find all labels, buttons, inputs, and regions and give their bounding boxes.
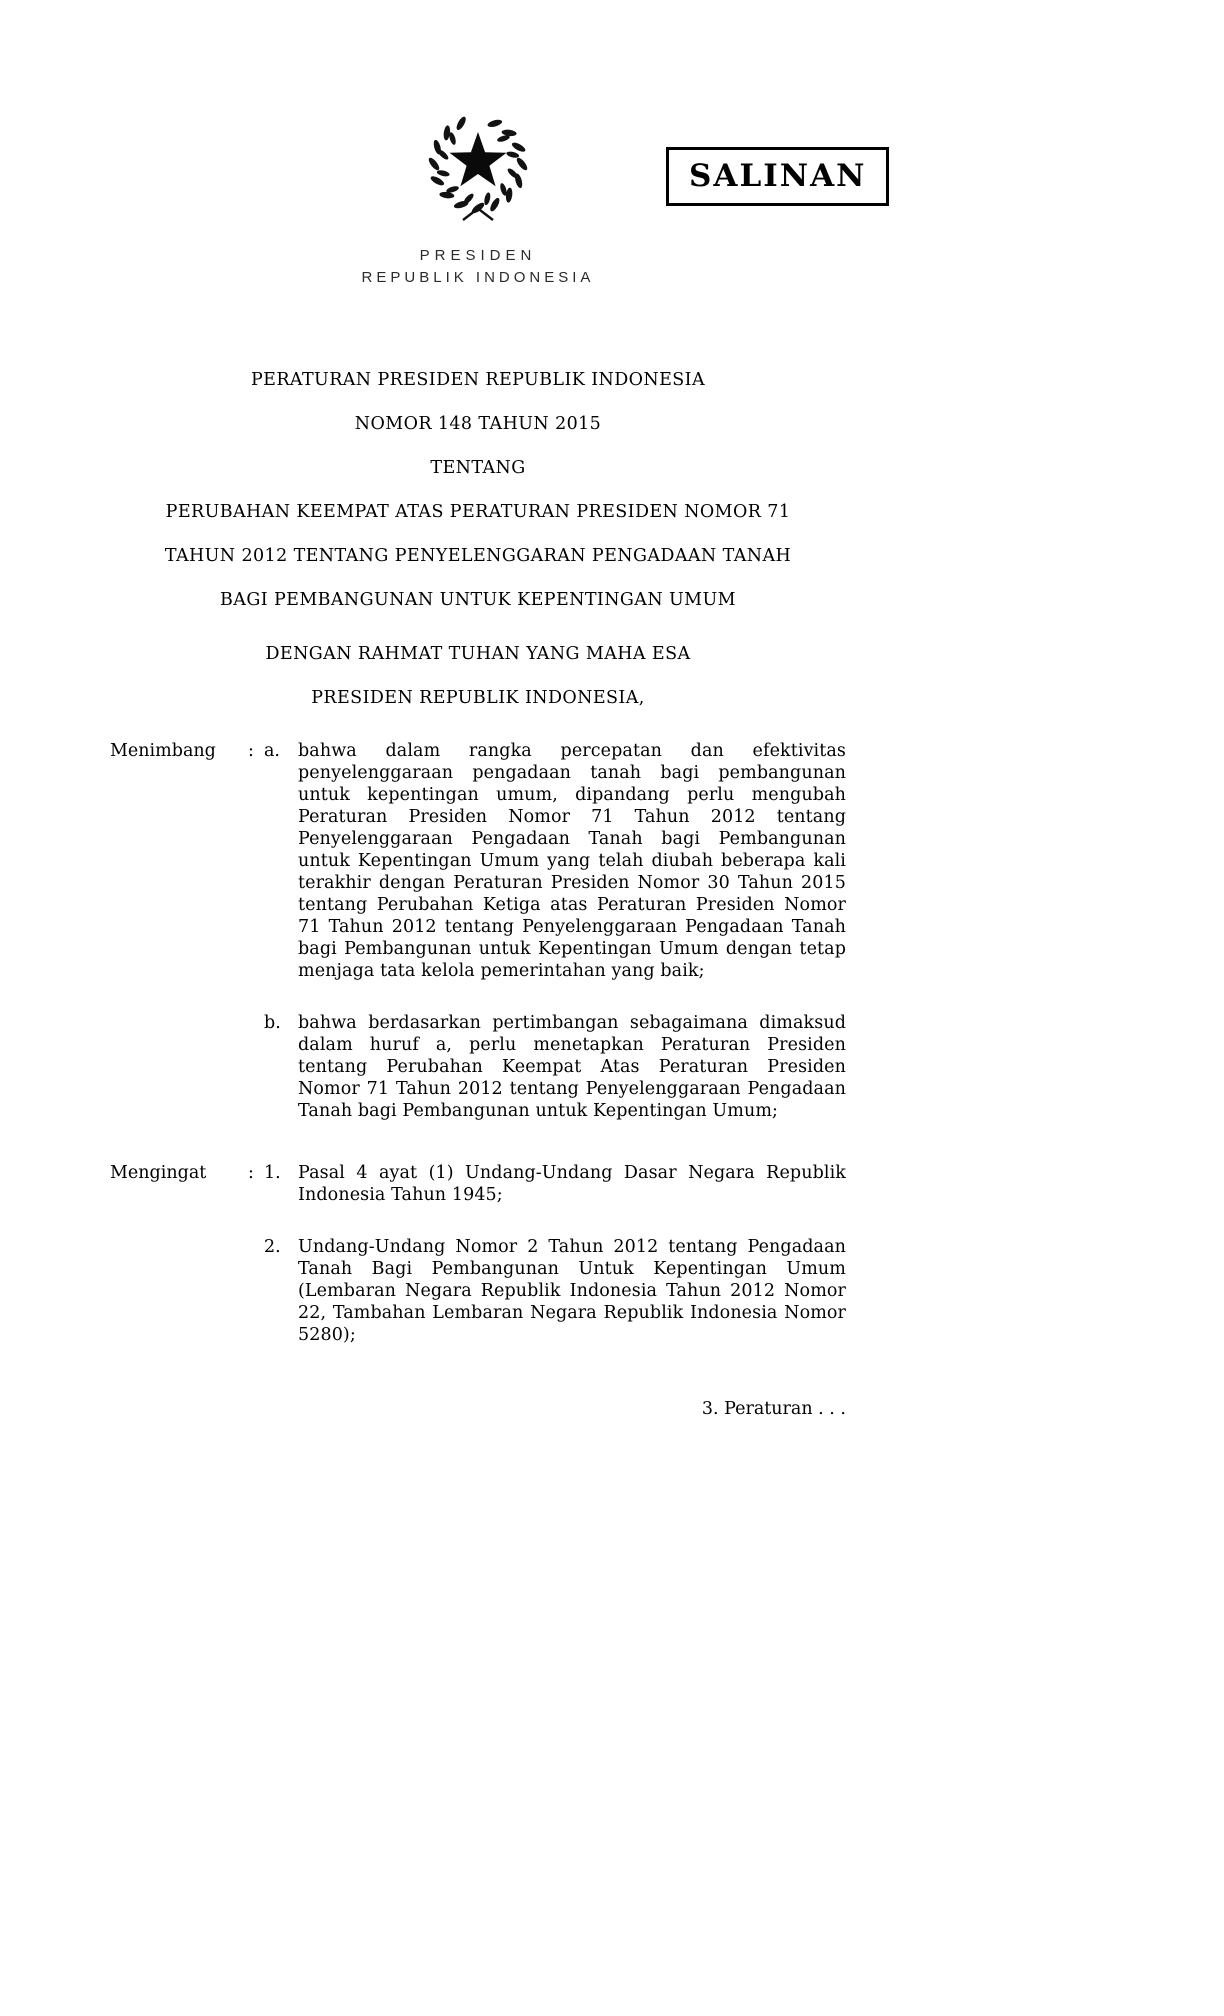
title-line-6: BAGI PEMBANGUNAN UNTUK KEPENTINGAN UMUM	[220, 590, 736, 610]
item-marker: a.	[264, 741, 280, 761]
list-item-2	[264, 1236, 846, 1346]
list-item-b	[264, 1012, 846, 1122]
section-mengingat	[110, 1162, 846, 1346]
item-text: Pasal 4 ayat (1) Undang-Undang Dasar Negara Republik Indonesia Tahun 1945;	[298, 1163, 846, 1205]
title-line-7: DENGAN RAHMAT TUHAN YANG MAHA ESA	[265, 644, 691, 664]
mengingat-items	[264, 1162, 846, 1346]
title-line-2: NOMOR 148 TAHUN 2015	[354, 414, 602, 434]
list-item-a	[264, 740, 846, 982]
presidential-star-wreath-icon	[418, 104, 538, 229]
page-catchword: 3. Peraturan . . .	[701, 1399, 846, 1419]
item-text: Undang-Undang Nomor 2 Tahun 2012 tentang Pengadaan Tanah Bagi Pembangunan Untuk Kepentingan Umum (Lembaran Negara Republik Indonesia Tahun 2012 Nomor 22, Tambahan Lembaran Negara Republik Indonesia Nomor 5280);	[298, 1237, 846, 1345]
title-line-3: TENTANG	[430, 458, 526, 478]
letterhead	[110, 247, 846, 286]
section-label-menimbang: Menimbang	[110, 741, 216, 761]
item-marker: 1.	[264, 1163, 281, 1183]
title-block	[110, 358, 846, 720]
item-text: bahwa dalam rangka percepatan dan efektivitas penyelenggaraan pengadaan tanah bagi pembangunan untuk kepentingan umum, dipandang perlu mengubah Peraturan Presiden Nomor 71 Tahun 2012 tentang Penyelenggaraan Pengadaan Tanah bagi Pembangunan untuk Kepentingan Umum yang telah diubah beberapa kali terakhir dengan Peraturan Presiden Nomor 30 Tahun 2015 tentang Perubahan Ketiga atas Peraturan Presiden Nomor 71 Tahun 2012 tentang Penyelenggaraan Pengadaan Tanah bagi Pembangunan untuk Kepentingan Umum dengan tetap menjaga tata kelola pemerintahan yang baik;	[298, 741, 846, 981]
title-line-4: PERUBAHAN KEEMPAT ATAS PERATURAN PRESIDEN NOMOR 71	[165, 502, 791, 522]
letterhead-emblem-wrap	[110, 104, 846, 286]
section-menimbang	[110, 740, 846, 1122]
body-block	[110, 740, 846, 1420]
section-colon: :	[248, 1163, 254, 1183]
letterhead-republik-indonesia: REPUBLIK INDONESIA	[361, 269, 595, 286]
document-content	[110, 0, 846, 1420]
title-line-1: PERATURAN PRESIDEN REPUBLIK INDONESIA	[250, 370, 706, 390]
title-line-5: TAHUN 2012 TENTANG PENYELENGGARAN PENGADAAN TANAH	[164, 546, 792, 566]
salinan-stamp-label: SALINAN	[689, 158, 867, 194]
section-label-mengingat: Mengingat	[110, 1163, 207, 1183]
list-item-1	[264, 1162, 846, 1206]
menimbang-items	[264, 740, 846, 1122]
title-line-8: PRESIDEN REPUBLIK INDONESIA,	[311, 688, 645, 708]
item-marker: 2.	[264, 1237, 281, 1257]
section-colon: :	[248, 741, 254, 761]
item-marker: b.	[264, 1013, 281, 1033]
letterhead-presiden: PRESIDEN	[419, 247, 537, 264]
item-text: bahwa berdasarkan pertimbangan sebagaimana dimaksud dalam huruf a, perlu menetapkan Peraturan Presiden tentang Perubahan Keempat Atas Peraturan Presiden Nomor 71 Tahun 2012 tentang Penyelenggaraan Pengadaan Tanah bagi Pembangunan untuk Kepentingan Umum;	[298, 1013, 846, 1121]
